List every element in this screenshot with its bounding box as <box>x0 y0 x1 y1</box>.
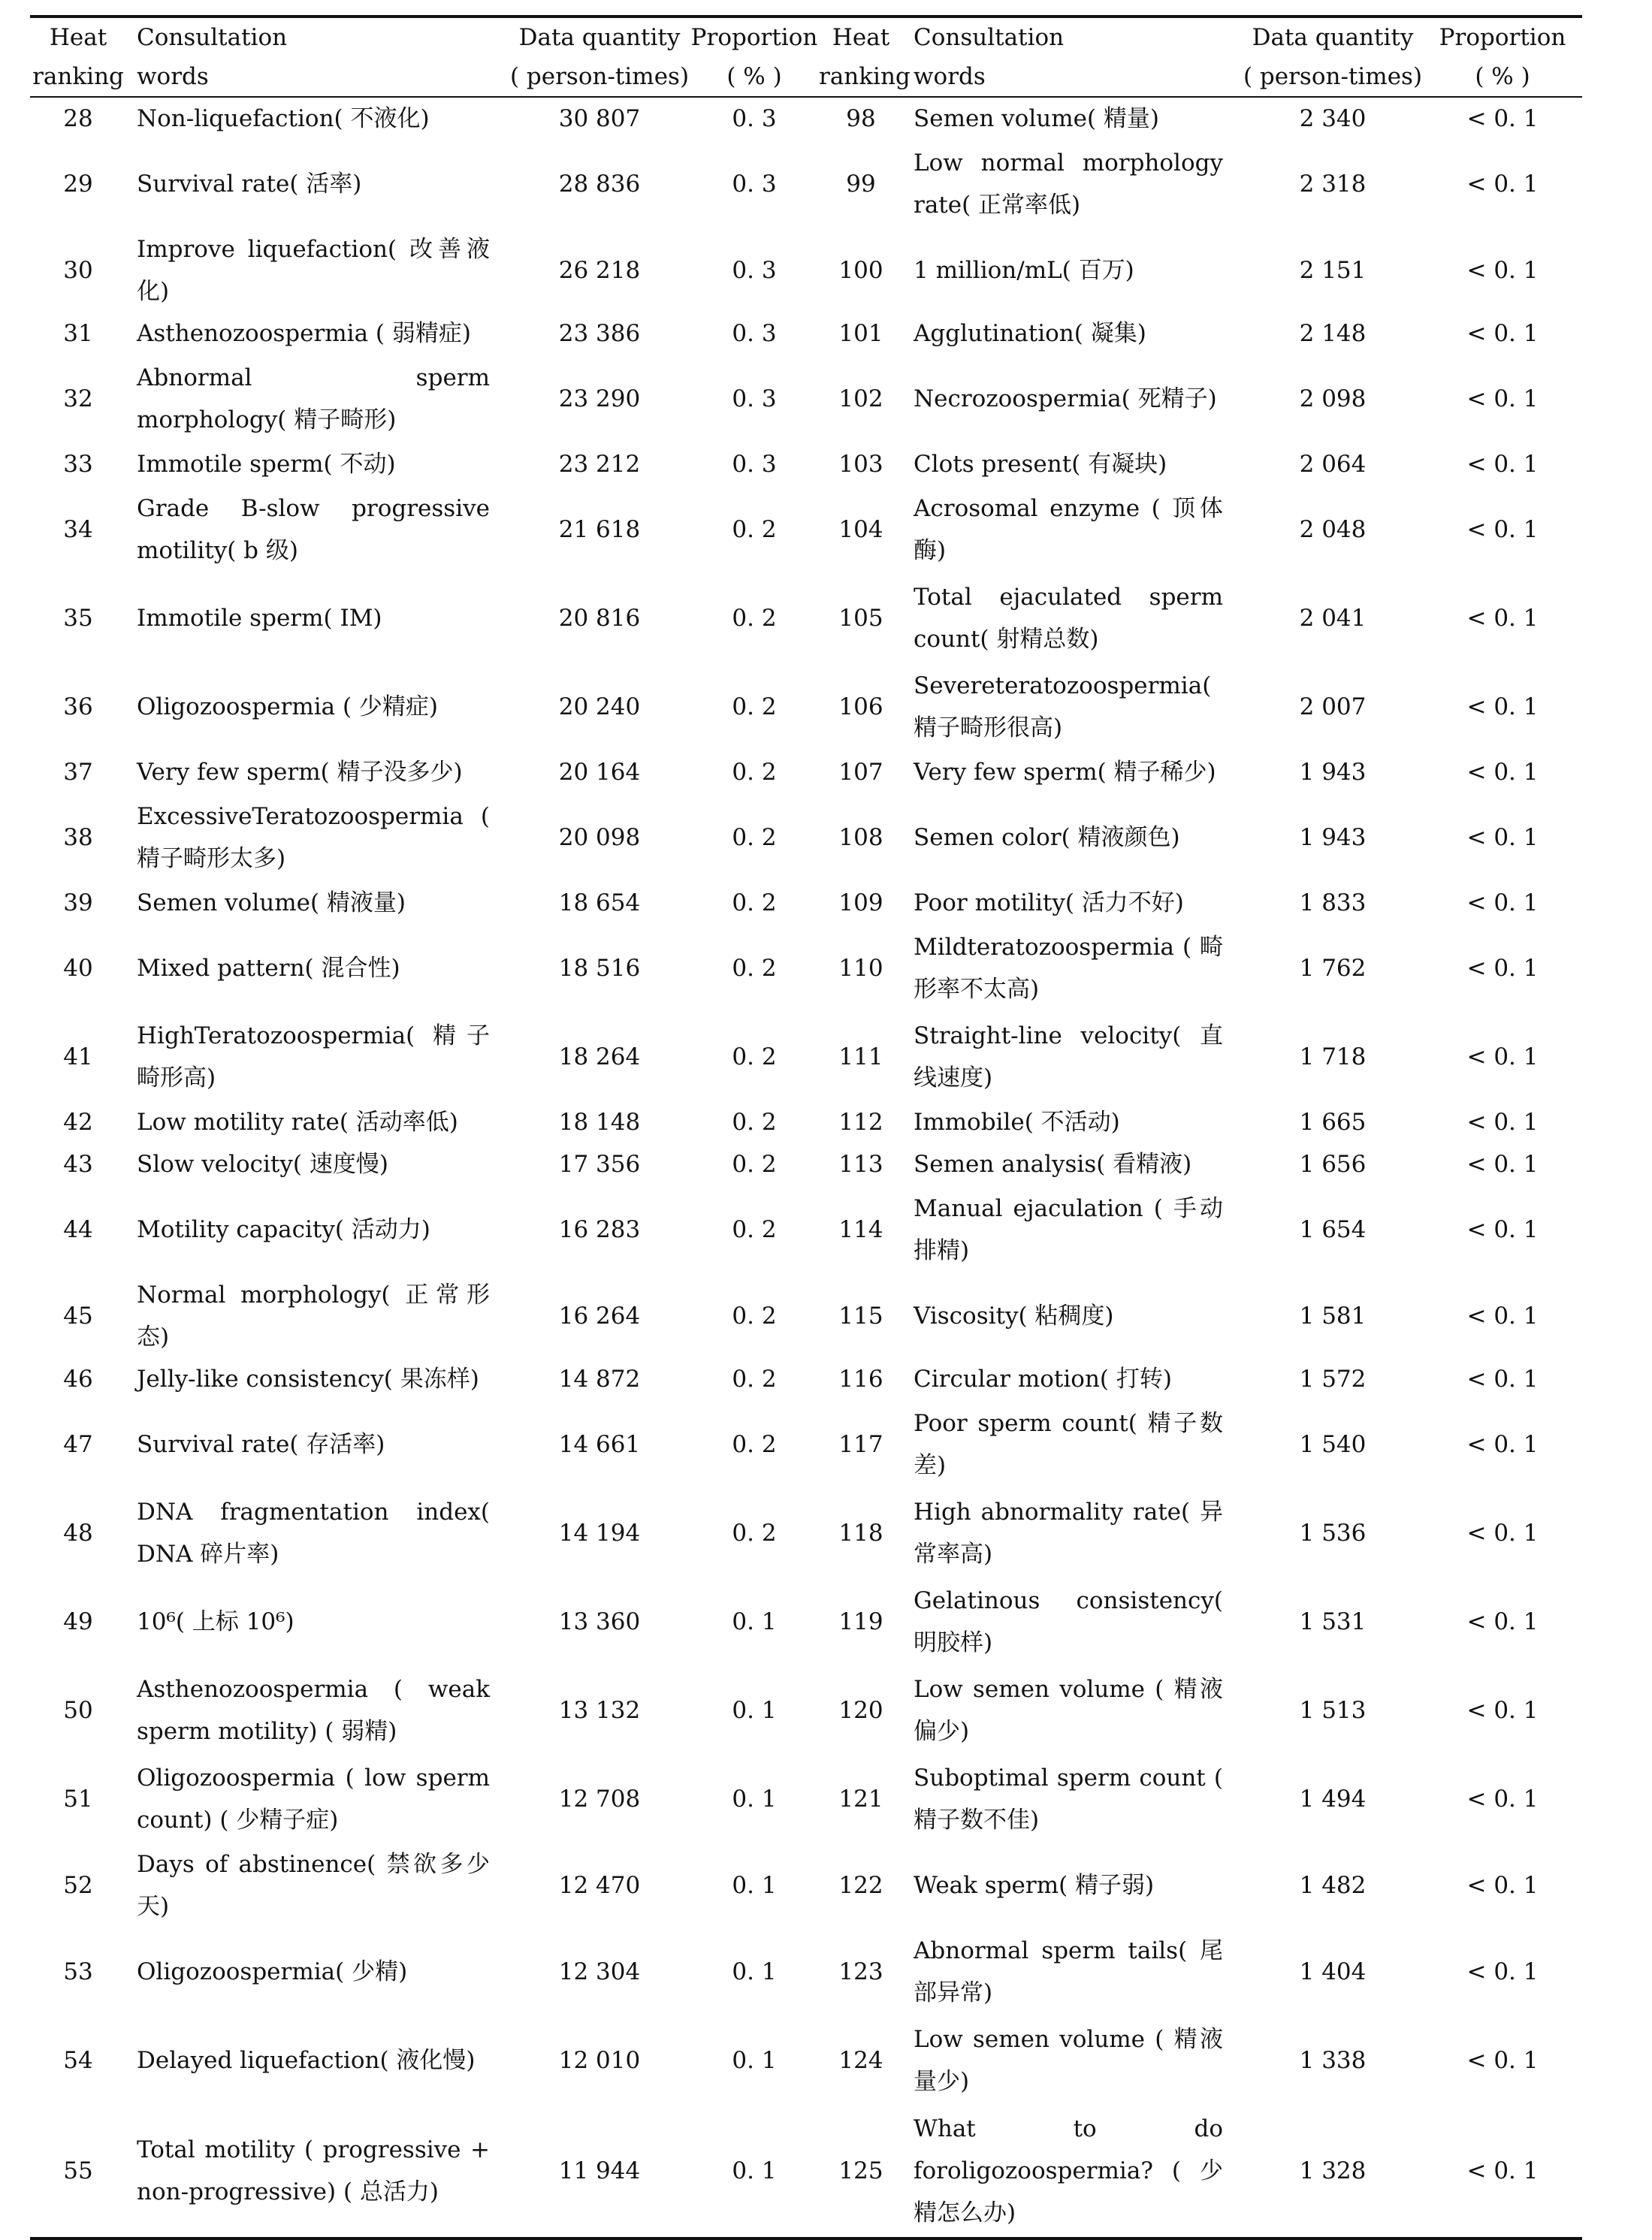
proportion-cell: 0. 1 <box>732 1697 777 1724</box>
consultation-word-cell: Agglutination( 凝集) <box>914 320 1146 347</box>
data-quantity-cell: 14 661 <box>558 1431 641 1458</box>
proportion-cell: 0. 3 <box>732 385 777 412</box>
consultation-word-cell: Suboptimal sperm count ( 精子数不佳) <box>914 1765 1223 1834</box>
proportion-cell: < 0. 1 <box>1466 1109 1539 1136</box>
data-quantity-cell: 2 148 <box>1299 320 1367 347</box>
proportion-cell: < 0. 1 <box>1466 516 1539 543</box>
data-quantity-cell: 1 482 <box>1299 1872 1367 1899</box>
proportion-cell: < 0. 1 <box>1466 1043 1539 1070</box>
proportion-cell: 0. 1 <box>690 2105 819 2238</box>
data-quantity-cell: 12 708 <box>558 1786 641 1813</box>
heat-ranking-cell: 101 <box>838 320 883 347</box>
consultation-word-cell: Necrozoospermia( 死精子) <box>914 385 1217 412</box>
data-quantity-cell: 1 656 <box>1299 1151 1367 1178</box>
consultation-word-cell: What to do foroligozoospermia? ( 少精怎么办) <box>903 2105 1243 2238</box>
col-consultation-words-left: Consultation <box>126 17 509 57</box>
data-quantity-cell: 1 531 <box>1299 1608 1367 1635</box>
proportion-cell: 0. 3 <box>732 105 777 132</box>
data-quantity-cell: 1 581 <box>1299 1303 1367 1330</box>
consultation-word-cell: Severeteratozoospermia( 精子畸形很高) <box>914 672 1212 741</box>
consultation-word-cell: Abnormal sperm morphology( 精子畸形) <box>137 364 490 433</box>
proportion-cell: < 0. 1 <box>1466 1151 1539 1178</box>
heat-ranking-cell: 49 <box>63 1608 93 1635</box>
data-quantity-cell: 1 762 <box>1299 955 1367 982</box>
consultation-word-cell: HighTeratozoospermia( 精子畸形高) <box>137 1022 490 1091</box>
heat-ranking-cell: 114 <box>838 1216 883 1243</box>
proportion-cell: < 0. 1 <box>1466 257 1539 284</box>
heat-ranking-cell: 109 <box>838 889 883 916</box>
heat-ranking-cell: 112 <box>838 1109 883 1136</box>
heat-ranking-cell: 33 <box>63 451 93 478</box>
data-quantity-cell: 11 944 <box>509 2105 690 2238</box>
data-quantity-cell: 1 833 <box>1299 889 1367 916</box>
data-quantity-cell: 13 360 <box>558 1608 641 1635</box>
data-quantity-cell: 2 007 <box>1299 693 1367 720</box>
proportion-cell: 0. 2 <box>732 1366 777 1393</box>
proportion-cell: 0. 2 <box>732 955 777 982</box>
consultation-word-cell: Mildteratozoospermia ( 畸形率不太高) <box>914 934 1223 1003</box>
heat-ranking-cell: 35 <box>63 605 93 632</box>
heat-ranking-cell: 122 <box>838 1872 883 1899</box>
consultation-word-cell: DNA fragmentation index( DNA 碎片率) <box>137 1499 490 1568</box>
data-quantity-cell: 1 338 <box>1299 2047 1367 2074</box>
consultation-word-cell: Oligozoospermia ( 少精症) <box>137 693 439 720</box>
col-proportion-left-unit: ( % ) <box>690 57 819 97</box>
consultation-word-cell: Oligozoospermia ( low sperm count) ( 少精子症) <box>137 1765 490 1834</box>
data-quantity-cell: 2 048 <box>1299 516 1367 543</box>
proportion-cell: < 0. 1 <box>1466 1872 1539 1899</box>
proportion-cell: 0. 2 <box>732 605 777 632</box>
heat-ranking-cell: 46 <box>63 1366 93 1393</box>
consultation-word-cell: Days of abstinence( 禁欲多少天) <box>137 1851 490 1920</box>
consultation-word-cell: Semen color( 精液颜色) <box>914 824 1180 851</box>
data-quantity-cell: 2 151 <box>1299 257 1367 284</box>
table-row <box>30 1755 1582 1843</box>
data-quantity-cell: 2 318 <box>1299 171 1367 198</box>
consultation-word-cell: Abnormal sperm tails( 尾部异常) <box>914 1937 1223 2006</box>
data-quantity-cell: 26 218 <box>558 257 641 284</box>
consultation-word-cell: Total motility ( progressive + non-progressive) ( 总活力) <box>126 2105 509 2238</box>
data-quantity-cell: 17 356 <box>558 1151 641 1178</box>
proportion-cell: < 0. 1 <box>1466 693 1539 720</box>
consultation-word-cell: Gelatinous consistency( 明胶样) <box>914 1587 1223 1656</box>
consultation-word-cell: Total ejaculated sperm count( 射精总数) <box>914 584 1223 653</box>
consultation-word-cell: Immotile sperm( IM) <box>137 605 382 632</box>
consultation-word-cell: Immotile sperm( 不动) <box>137 451 396 478</box>
data-quantity-cell: 1 513 <box>1299 1697 1367 1724</box>
consultation-word-cell: Survival rate( 活率) <box>137 171 362 198</box>
data-quantity-cell: 1 536 <box>1299 1520 1367 1547</box>
heat-ranking-cell: 103 <box>838 451 883 478</box>
consultation-word-cell: Delayed liquefaction( 液化慢) <box>137 2047 476 2074</box>
col-data-quantity-left: Data quantity <box>509 17 690 57</box>
consultation-word-cell: Jelly-like consistency( 果冻样) <box>137 1366 479 1393</box>
consultation-word-cell: Poor motility( 活力不好) <box>914 889 1184 916</box>
heat-ranking-cell: 105 <box>838 605 883 632</box>
heat-ranking-cell: 37 <box>63 759 93 786</box>
table-header <box>30 17 1582 97</box>
data-quantity-cell: 12 304 <box>558 1958 641 1985</box>
proportion-cell: < 0. 1 <box>1466 1431 1539 1458</box>
consultation-word-cell: Straight-line velocity( 直线速度) <box>914 1022 1223 1091</box>
consultation-word-cell: Semen volume( 精量) <box>914 105 1159 132</box>
data-quantity-cell: 18 654 <box>558 889 641 916</box>
table-row <box>30 1577 1582 1666</box>
table-row <box>30 1185 1582 1274</box>
proportion-cell: < 0. 1 <box>1466 955 1539 982</box>
consultation-word-cell: Survival rate( 存活率) <box>137 1431 385 1458</box>
data-quantity-cell: 20 816 <box>558 605 641 632</box>
consultation-word-cell: Semen analysis( 看精液) <box>914 1151 1192 1178</box>
data-quantity-cell: 23 212 <box>558 451 641 478</box>
proportion-cell: < 0. 1 <box>1466 1786 1539 1813</box>
heat-ranking-cell: 110 <box>838 955 883 982</box>
heat-ranking-cell: 118 <box>838 1520 883 1547</box>
proportion-cell: < 0. 1 <box>1466 1216 1539 1243</box>
table-row <box>30 228 1582 312</box>
proportion-cell: < 0. 1 <box>1466 1366 1539 1393</box>
consultation-word-cell: Slow velocity( 速度慢) <box>137 1151 388 1178</box>
table-row <box>30 2105 1582 2238</box>
data-quantity-cell: 1 404 <box>1299 1958 1367 1985</box>
proportion-cell: 0. 2 <box>732 759 777 786</box>
col-proportion-left: Proportion <box>690 17 819 57</box>
heat-ranking-cell: 32 <box>63 385 93 412</box>
heat-ranking-cell: 120 <box>838 1697 883 1724</box>
heat-ranking-cell: 29 <box>63 171 93 198</box>
consultation-word-cell: Acrosomal enzyme ( 顶体酶) <box>914 495 1223 564</box>
col-proportion-right-unit: ( % ) <box>1423 57 1582 97</box>
data-quantity-cell: 16 264 <box>558 1303 641 1330</box>
consultation-word-cell: Low motility rate( 活动率低) <box>137 1109 458 1136</box>
data-quantity-cell: 18 264 <box>558 1043 641 1070</box>
proportion-cell: < 0. 1 <box>1466 171 1539 198</box>
proportion-cell: 0. 2 <box>732 1303 777 1330</box>
heat-ranking-cell: 45 <box>63 1303 93 1330</box>
consultation-word-cell: Motility capacity( 活动力) <box>137 1216 430 1243</box>
data-quantity-cell: 1 943 <box>1299 824 1367 851</box>
heat-ranking-cell: 125 <box>819 2105 903 2238</box>
data-quantity-cell: 16 283 <box>558 1216 641 1243</box>
col-data-quantity-left-unit: ( person-times) <box>509 57 690 97</box>
col-heat-ranking-left-sub: ranking <box>30 57 126 97</box>
heat-ranking-cell: 41 <box>63 1043 93 1070</box>
heat-ranking-cell: 36 <box>63 693 93 720</box>
consultation-word-cell: Weak sperm( 精子弱) <box>914 1872 1155 1899</box>
heat-ranking-cell: 44 <box>63 1216 93 1243</box>
heat-ranking-cell: 113 <box>838 1151 883 1178</box>
consultation-word-cell: Low normal morphology rate( 正常率低) <box>914 149 1223 219</box>
proportion-cell: < 0. 1 <box>1466 1958 1539 1985</box>
data-quantity-cell: 23 290 <box>558 385 641 412</box>
heat-ranking-cell: 106 <box>838 693 883 720</box>
data-quantity-cell: 28 836 <box>558 171 641 198</box>
heat-ranking-cell: 43 <box>63 1151 93 1178</box>
proportion-cell: < 0. 1 <box>1466 889 1539 916</box>
data-quantity-cell: 1 654 <box>1299 1216 1367 1243</box>
proportion-cell: 0. 2 <box>732 889 777 916</box>
proportion-cell: < 0. 1 <box>1466 105 1539 132</box>
consultation-word-cell: Poor sperm count( 精子数差) <box>914 1410 1223 1479</box>
heat-ranking-cell: 31 <box>63 320 93 347</box>
heat-ranking-cell: 30 <box>63 257 93 284</box>
data-quantity-cell: 14 872 <box>558 1366 641 1393</box>
proportion-cell: 0. 3 <box>732 320 777 347</box>
data-quantity-cell: 18 148 <box>558 1109 641 1136</box>
data-quantity-cell: 2 340 <box>1299 105 1367 132</box>
table-row <box>30 663 1582 751</box>
proportion-cell: 0. 1 <box>732 1958 777 1985</box>
consultation-word-cell: Viscosity( 粘稠度) <box>914 1303 1114 1330</box>
data-quantity-cell: 1 572 <box>1299 1366 1367 1393</box>
proportion-cell: < 0. 1 <box>1466 824 1539 851</box>
heat-ranking-cell: 38 <box>63 824 93 851</box>
table-row <box>30 443 1582 485</box>
proportion-cell: 0. 3 <box>732 257 777 284</box>
col-consultation-words-left-sub: words <box>126 57 509 97</box>
col-proportion-right: Proportion <box>1423 17 1582 57</box>
consultation-word-cell: Low semen volume ( 精液偏少) <box>914 1676 1223 1745</box>
col-heat-ranking-left: Heat <box>30 17 126 57</box>
proportion-cell: 0. 2 <box>732 1151 777 1178</box>
table-row <box>30 1274 1582 1358</box>
consultation-word-cell: Asthenozoospermia ( 弱精症) <box>137 320 471 347</box>
heat-ranking-cell: 34 <box>63 516 93 543</box>
data-quantity-cell: 23 386 <box>558 320 641 347</box>
data-quantity-cell: 1 665 <box>1299 1109 1367 1136</box>
header-row-2 <box>30 57 1582 97</box>
proportion-cell: 0. 2 <box>732 1043 777 1070</box>
data-quantity-cell: 18 516 <box>558 955 641 982</box>
heat-ranking-cell: 98 <box>846 105 876 132</box>
table-row <box>30 1666 1582 1755</box>
heat-ranking-cell: 124 <box>838 2047 883 2074</box>
proportion-cell: < 0. 1 <box>1466 320 1539 347</box>
proportion-cell: 0. 2 <box>732 1216 777 1243</box>
table-row <box>30 751 1582 793</box>
proportion-cell: 0. 3 <box>732 171 777 198</box>
consultation-word-cell: Low semen volume ( 精液量少) <box>914 2026 1223 2095</box>
consultation-word-cell: ExcessiveTeratozoospermia ( 精子畸形太多) <box>137 803 490 872</box>
heat-ranking-cell: 28 <box>63 105 93 132</box>
col-consultation-words-right-sub: words <box>903 57 1243 97</box>
proportion-cell: 0. 2 <box>732 693 777 720</box>
proportion-cell: 0. 2 <box>732 824 777 851</box>
data-quantity-cell: 13 132 <box>558 1697 641 1724</box>
data-quantity-cell: 1 943 <box>1299 759 1367 786</box>
heat-ranking-cell: 50 <box>63 1697 93 1724</box>
consultation-word-cell: Very few sperm( 精子稀少) <box>914 759 1216 786</box>
proportion-cell: 0. 1 <box>732 1608 777 1635</box>
heat-ranking-cell: 54 <box>63 2047 93 2074</box>
data-quantity-cell: 2 098 <box>1299 385 1367 412</box>
data-quantity-cell: 20 240 <box>558 693 641 720</box>
data-quantity-cell: 30 807 <box>558 105 641 132</box>
proportion-cell: < 0. 1 <box>1466 1608 1539 1635</box>
consultation-word-cell: 10⁶( 上标 10⁶) <box>137 1608 294 1635</box>
proportion-cell: < 0. 1 <box>1466 605 1539 632</box>
col-heat-ranking-right-sub: ranking <box>819 57 903 97</box>
heat-ranking-cell: 117 <box>838 1431 883 1458</box>
consultation-word-cell: High abnormality rate( 异常率高) <box>914 1499 1223 1568</box>
consultation-word-cell: Non-liquefaction( 不液化) <box>137 105 430 132</box>
proportion-cell: < 0. 1 <box>1466 1303 1539 1330</box>
proportion-cell: 0. 2 <box>732 516 777 543</box>
data-quantity-cell: 1 718 <box>1299 1043 1367 1070</box>
heat-ranking-cell: 104 <box>838 516 883 543</box>
table-row <box>30 2016 1582 2105</box>
proportion-cell: < 0. 1 <box>1466 385 1539 412</box>
consultation-word-cell: Manual ejaculation ( 手动排精) <box>914 1195 1223 1264</box>
data-quantity-cell: 20 164 <box>558 759 641 786</box>
consultation-word-cell: Semen volume( 精液量) <box>137 889 406 916</box>
table-row <box>30 1843 1582 1928</box>
table-row <box>30 1928 1582 2016</box>
consultation-word-cell: Immobile( 不活动) <box>914 1109 1120 1136</box>
table-row <box>30 355 1582 443</box>
heat-ranking-cell: 108 <box>838 824 883 851</box>
consultation-word-cell: Grade B-slow progressive motility( b 级) <box>137 495 490 564</box>
heat-ranking-cell: 119 <box>838 1608 883 1635</box>
table-body <box>30 97 1582 2238</box>
data-quantity-cell: 20 098 <box>558 824 641 851</box>
proportion-cell: < 0. 1 <box>1423 2105 1582 2238</box>
proportion-cell: < 0. 1 <box>1466 2047 1539 2074</box>
proportion-cell: < 0. 1 <box>1466 759 1539 786</box>
consultation-word-cell: Asthenozoospermia ( weak sperm motility) ( 弱精) <box>137 1676 490 1745</box>
col-heat-ranking-right: Heat <box>819 17 903 57</box>
table-row <box>30 1143 1582 1185</box>
data-quantity-cell: 2 064 <box>1299 451 1367 478</box>
heat-ranking-cell: 47 <box>63 1431 93 1458</box>
proportion-cell: 0. 2 <box>732 1109 777 1136</box>
heat-ranking-cell: 53 <box>63 1958 93 1985</box>
table-row <box>30 1013 1582 1101</box>
heat-ranking-cell: 123 <box>838 1958 883 1985</box>
heat-ranking-cell: 121 <box>838 1786 883 1813</box>
heat-ranking-cell: 55 <box>30 2105 126 2238</box>
proportion-cell: 0. 1 <box>732 1786 777 1813</box>
table-row <box>30 924 1582 1013</box>
heat-ranking-cell: 52 <box>63 1872 93 1899</box>
heat-ranking-cell: 111 <box>838 1043 883 1070</box>
table-row <box>30 312 1582 355</box>
consultation-word-cell: Mixed pattern( 混合性) <box>137 955 400 982</box>
data-quantity-cell: 12 470 <box>558 1872 641 1899</box>
data-quantity-cell: 12 010 <box>558 2047 641 2074</box>
table-row <box>30 882 1582 924</box>
heat-ranking-cell: 39 <box>63 889 93 916</box>
header-row-1 <box>30 17 1582 57</box>
proportion-cell: 0. 2 <box>732 1431 777 1458</box>
table-row <box>30 1101 1582 1143</box>
data-quantity-cell: 1 494 <box>1299 1786 1367 1813</box>
proportion-cell: 0. 3 <box>732 451 777 478</box>
table-row <box>30 1400 1582 1489</box>
table-row <box>30 574 1582 663</box>
consultation-word-cell: Circular motion( 打转) <box>914 1366 1172 1393</box>
consultation-word-cell: 1 million/mL( 百万) <box>914 257 1134 284</box>
proportion-cell: < 0. 1 <box>1466 451 1539 478</box>
heat-ranking-cell: 42 <box>63 1109 93 1136</box>
table-row <box>30 485 1582 574</box>
consultation-word-cell: Clots present( 有凝块) <box>914 451 1167 478</box>
heat-ranking-cell: 99 <box>846 171 876 198</box>
proportion-cell: 0. 1 <box>732 1872 777 1899</box>
heat-ranking-cell: 48 <box>63 1520 93 1547</box>
table-row <box>30 140 1582 228</box>
col-data-quantity-right-unit: ( person-times) <box>1243 57 1423 97</box>
heat-ranking-cell: 40 <box>63 955 93 982</box>
proportion-cell: 0. 1 <box>732 2047 777 2074</box>
table-row <box>30 1358 1582 1400</box>
data-quantity-cell: 1 328 <box>1243 2105 1423 2238</box>
proportion-cell: 0. 2 <box>732 1520 777 1547</box>
col-consultation-words-right: Consultation <box>903 17 1243 57</box>
heat-ranking-cell: 51 <box>63 1786 93 1813</box>
heat-ranking-cell: 100 <box>838 257 883 284</box>
data-quantity-cell: 2 041 <box>1299 605 1367 632</box>
consultation-word-cell: Improve liquefaction( 改善液化) <box>137 236 490 305</box>
table-row <box>30 1489 1582 1577</box>
col-data-quantity-right: Data quantity <box>1243 17 1423 57</box>
table-row <box>30 97 1582 140</box>
consultation-word-cell: Normal morphology( 正常形态) <box>137 1282 490 1351</box>
heat-ranking-cell: 102 <box>838 385 883 412</box>
proportion-cell: < 0. 1 <box>1466 1697 1539 1724</box>
heat-ranking-cell: 115 <box>838 1303 883 1330</box>
consultation-word-cell: Oligozoospermia( 少精) <box>137 1958 408 1985</box>
consultation-word-cell: Very few sperm( 精子没多少) <box>137 759 463 786</box>
heat-ranking-cell: 107 <box>838 759 883 786</box>
data-quantity-cell: 21 618 <box>558 516 641 543</box>
data-quantity-cell: 14 194 <box>558 1520 641 1547</box>
table-row <box>30 793 1582 882</box>
data-quantity-cell: 1 540 <box>1299 1431 1367 1458</box>
proportion-cell: < 0. 1 <box>1466 1520 1539 1547</box>
heat-ranking-cell: 116 <box>838 1366 883 1393</box>
consultation-words-table <box>30 15 1582 2240</box>
